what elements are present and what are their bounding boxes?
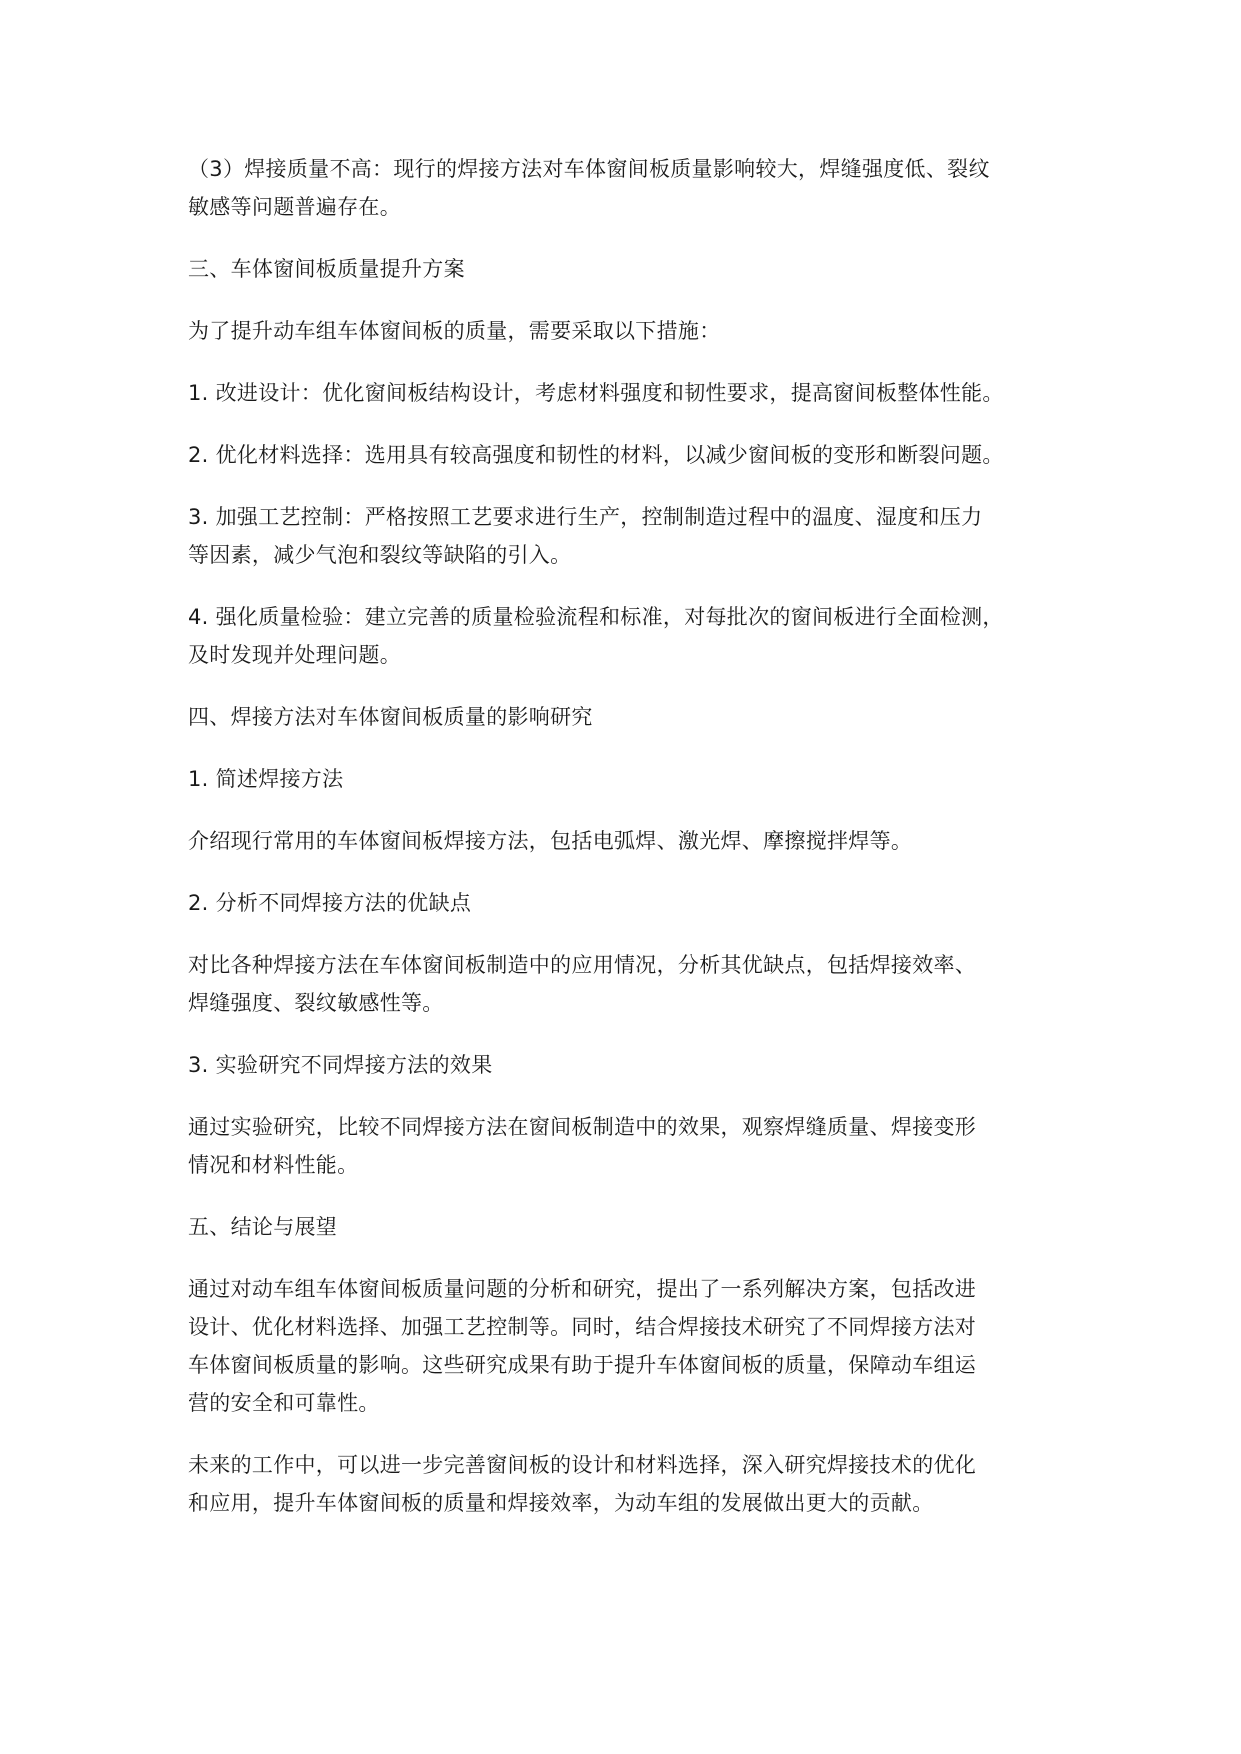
text-line: 介绍现行常用的车体窗间板焊接方法，包括电弧焊、激光焊、摩擦搅拌焊等。: [188, 829, 913, 853]
text-line: 设计、优化材料选择、加强工艺控制等。同时，结合焊接技术研究了不同焊接方法对: [188, 1315, 977, 1339]
text-line: （3）焊接质量不高：现行的焊接方法对车体窗间板质量影响较大，焊缝强度低、裂纹: [188, 157, 990, 181]
text-line: 等因素，减少气泡和裂纹等缺陷的引入。: [188, 543, 572, 567]
subheading-welding-methods: [188, 760, 1078, 798]
paragraph-welding-quality-issue: [188, 150, 1078, 226]
text-line: 通过对动车组车体窗间板质量问题的分析和研究，提出了一系列解决方案，包括改进: [188, 1277, 977, 1301]
section-heading-4: [188, 698, 1078, 736]
list-item-improve-design: [188, 374, 1078, 412]
text-line: 通过实验研究，比较不同焊接方法在窗间板制造中的效果，观察焊缝质量、焊接变形: [188, 1115, 977, 1139]
text-line: 车体窗间板质量的影响。这些研究成果有助于提升车体窗间板的质量，保障动车组运: [188, 1353, 977, 1377]
section-heading-5: [188, 1208, 1078, 1246]
text-line: 3. 加强工艺控制：严格按照工艺要求进行生产，控制制造过程中的温度、湿度和压力: [188, 505, 983, 529]
heading-text: 2. 分析不同焊接方法的优缺点: [188, 891, 472, 915]
paragraph-pros-cons: [188, 946, 1078, 1022]
paragraph-conclusion: [188, 1270, 1078, 1422]
paragraph-experiment: [188, 1108, 1078, 1184]
list-item-process-control: [188, 498, 1078, 574]
text-line: 4. 强化质量检验：建立完善的质量检验流程和标准，对每批次的窗间板进行全面检测，: [188, 605, 1004, 629]
text-line: 敏感等问题普遍存在。: [188, 195, 401, 219]
list-item-material-selection: [188, 436, 1078, 474]
document-page: [188, 150, 1078, 1546]
heading-text: 四、焊接方法对车体窗间板质量的影响研究: [188, 705, 593, 729]
text-line: 营的安全和可靠性。: [188, 1391, 380, 1415]
heading-text: 3. 实验研究不同焊接方法的效果: [188, 1053, 493, 1077]
text-line: 为了提升动车组车体窗间板的质量，需要采取以下措施：: [188, 319, 721, 343]
text-line: 2. 优化材料选择：选用具有较高强度和韧性的材料，以减少窗间板的变形和断裂问题。: [188, 443, 1004, 467]
text-line: 1. 改进设计：优化窗间板结构设计，考虑材料强度和韧性要求，提高窗间板整体性能。: [188, 381, 1004, 405]
text-line: 及时发现并处理问题。: [188, 643, 401, 667]
heading-text: 1. 简述焊接方法: [188, 767, 344, 791]
list-item-quality-inspection: [188, 598, 1078, 674]
paragraph-welding-methods: [188, 822, 1078, 860]
section-heading-3: [188, 250, 1078, 288]
text-line: 焊缝强度、裂纹敏感性等。: [188, 991, 444, 1015]
subheading-pros-cons: [188, 884, 1078, 922]
heading-text: 三、车体窗间板质量提升方案: [188, 257, 465, 281]
text-line: 和应用，提升车体窗间板的质量和焊接效率，为动车组的发展做出更大的贡献。: [188, 1491, 934, 1515]
paragraph-outlook: [188, 1446, 1078, 1522]
heading-text: 五、结论与展望: [188, 1215, 338, 1239]
text-line: 情况和材料性能。: [188, 1153, 359, 1177]
subheading-experiment: [188, 1046, 1078, 1084]
paragraph-measures-intro: [188, 312, 1078, 350]
text-line: 对比各种焊接方法在车体窗间板制造中的应用情况，分析其优缺点，包括焊接效率、: [188, 953, 977, 977]
text-line: 未来的工作中，可以进一步完善窗间板的设计和材料选择，深入研究焊接技术的优化: [188, 1453, 977, 1477]
